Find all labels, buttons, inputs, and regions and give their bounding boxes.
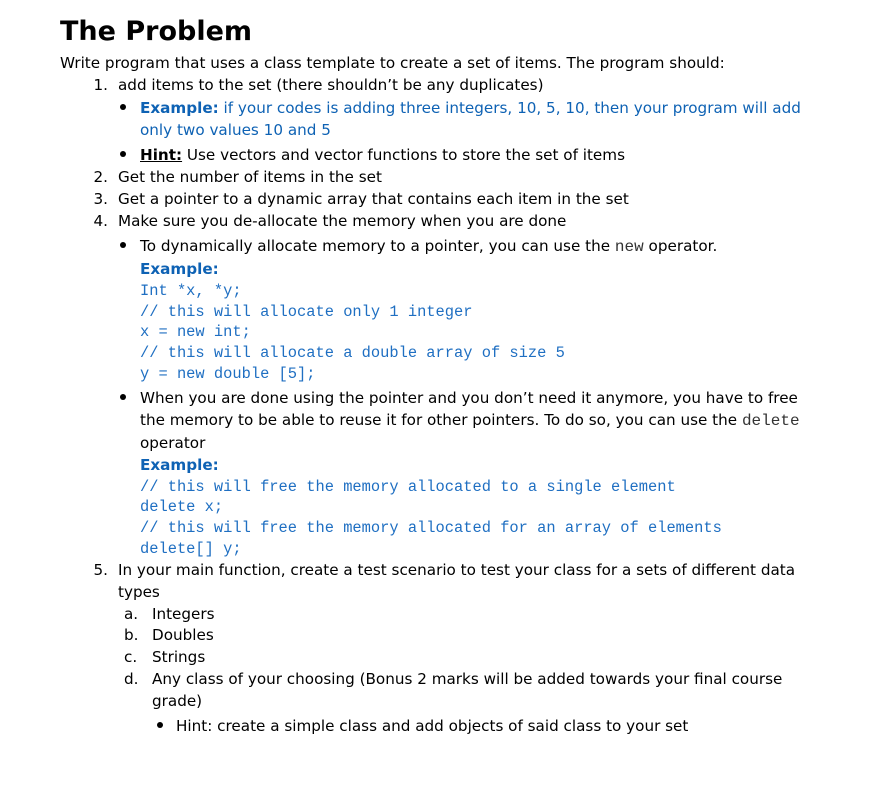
free-text-line-3: operator (140, 434, 206, 452)
subitem-a-text: Integers (152, 605, 215, 623)
subitem-d-letter: d. (124, 670, 139, 688)
code-line: x = new int; (140, 323, 251, 341)
item-1-hint (140, 145, 625, 166)
intro-text: Write program that uses a class template to create a set of items. The program should: (60, 54, 725, 72)
item-4-number: 4. (93, 212, 108, 230)
item-2-number: 2. (93, 168, 108, 186)
bullet-icon (157, 722, 163, 728)
allocate-text (140, 236, 717, 258)
subitem-d-text-line-1: Any class of your choosing (Bonus 2 marks will be added towards your final course (152, 670, 783, 688)
item-2-text: Get the number of items in the set (118, 168, 382, 186)
item-3-number: 3. (93, 190, 108, 208)
item-5-number: 5. (93, 561, 108, 579)
code-line: // this will allocate a double array of size 5 (140, 344, 565, 362)
example-text-line-1: if your codes is adding three integers, 10, 5, 10, then your program will add (218, 99, 801, 117)
bullet-icon (120, 394, 126, 400)
item-4-text: Make sure you de-allocate the memory when you are done (118, 212, 567, 230)
item-1-text: add items to the set (there shouldn’t be any duplicates) (118, 76, 544, 94)
allocate-text-after: operator. (643, 237, 718, 255)
subitem-b-letter: b. (124, 626, 139, 644)
allocate-example-label (140, 259, 219, 280)
item-5-text-line-1: In your main function, create a test scenario to test your class for a sets of different data (118, 561, 796, 579)
page-title: The Problem (60, 16, 253, 47)
subitem-a-letter: a. (124, 605, 139, 623)
free-text-line-2-before: the memory to be able to reuse it for other pointers. To do so, you can use the (140, 411, 742, 429)
hint-label: Hint: (140, 146, 183, 164)
item-1-example (140, 98, 801, 119)
delete-keyword: delete (741, 412, 800, 430)
hint-text: Use vectors and vector functions to store the set of items (182, 146, 625, 164)
allocate-text-before: To dynamically allocate memory to a pointer, you can use the (140, 237, 615, 255)
subitem-c-text: Strings (152, 648, 206, 666)
new-keyword: new (614, 238, 644, 256)
code-line: // this will allocate only 1 integer (140, 303, 473, 321)
free-text-line-2 (140, 410, 800, 432)
code-line: // this will free the memory allocated to a single element (140, 478, 676, 496)
subitem-b-text: Doubles (152, 626, 214, 644)
bullet-icon (120, 104, 126, 110)
free-example-label (140, 455, 219, 476)
subitem-d-text-line-2: grade) (152, 692, 203, 710)
bullet-icon (120, 151, 126, 157)
bullet-icon (120, 242, 126, 248)
example-label: Example: (140, 99, 219, 117)
item-3-text: Get a pointer to a dynamic array that contains each item in the set (118, 190, 629, 208)
free-text-line-1: When you are done using the pointer and you don’t need it anymore, you have to free (140, 389, 798, 407)
code-line: delete[] y; (140, 540, 242, 558)
item-5-text-line-2: types (118, 583, 160, 601)
example-text-line-2: only two values 10 and 5 (140, 121, 331, 139)
code-line: // this will free the memory allocated for an array of elements (140, 519, 722, 537)
code-line: delete x; (140, 498, 224, 516)
code-line: Int *x, *y; (140, 282, 242, 300)
subitem-c-letter: c. (124, 648, 138, 666)
item-1-number: 1. (93, 76, 108, 94)
code-line: y = new double [5]; (140, 365, 316, 383)
example-label: Example: (140, 456, 219, 474)
subitem-d-hint: Hint: create a simple class and add objects of said class to your set (176, 717, 689, 735)
example-label: Example: (140, 260, 219, 278)
